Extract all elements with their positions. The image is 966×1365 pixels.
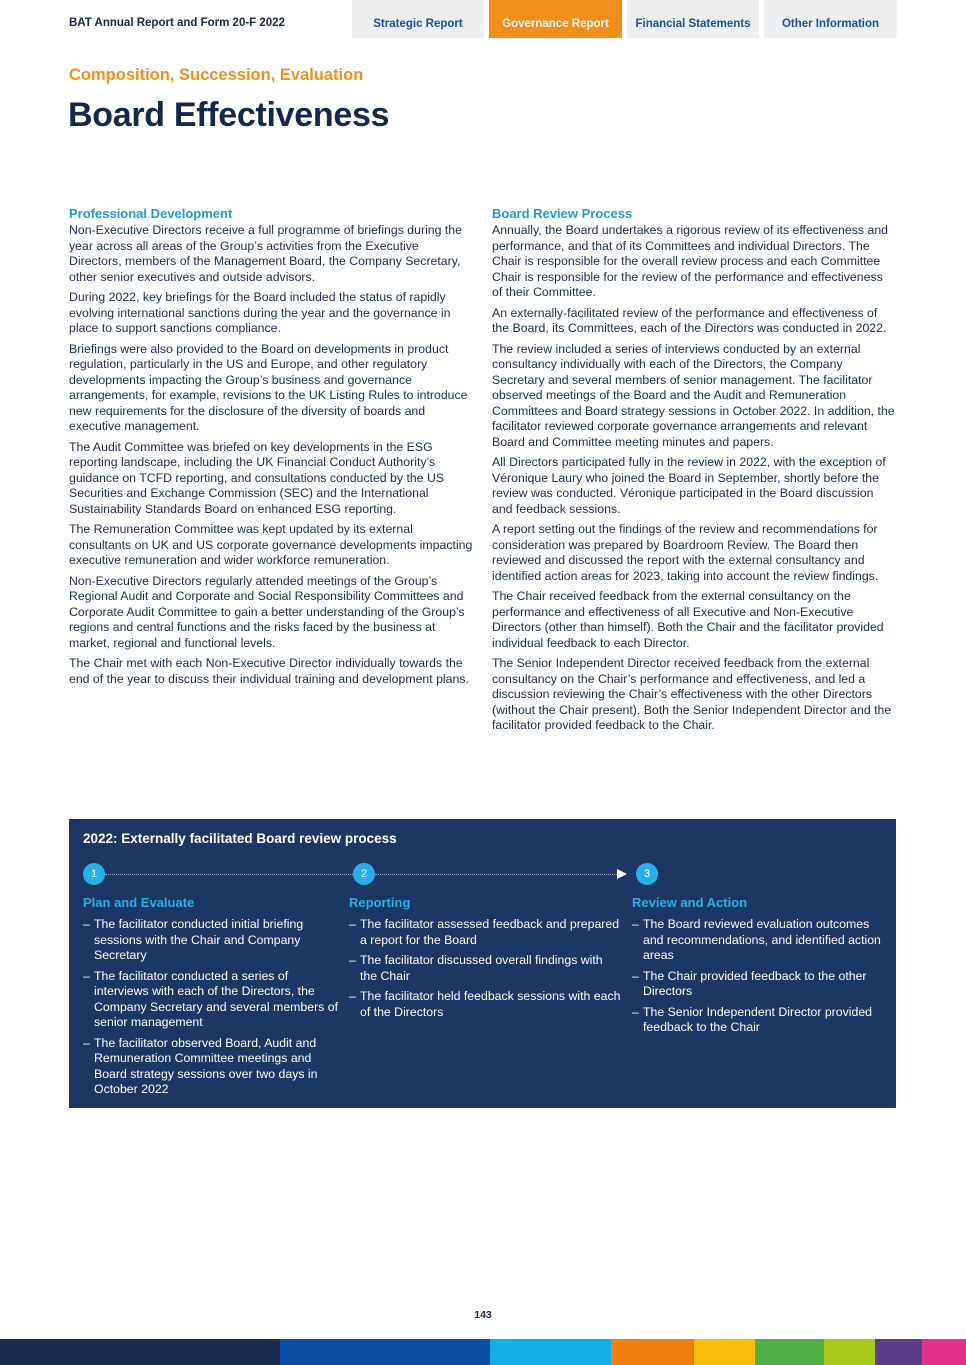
step-heading: Review and Action [632,895,748,910]
dash-bullet: – [83,917,90,931]
paragraph: All Directors participated fully in the review in 2022, with the exception of Véronique Laury who joined the Board in September, shortly before the review was conducted. Véronique participated in the Board discussion and feedback sessions. [492,455,886,516]
list-item: – The facilitator observed Board, Audit and Remuneration Committee meetings and Board strategy sessions over two days in October 2022 [83,1035,318,1096]
dash-bullet: – [349,989,356,1003]
tab-financial-statements[interactable]: Financial Statements [627,0,759,38]
timeline-connector [375,874,617,875]
step-review-and-action [632,895,884,1041]
footer-segment [922,1339,966,1365]
step-reporting [349,895,621,1025]
footer-segment [611,1339,694,1365]
list-item: – The Chair provided feedback to the other Directors [632,968,867,998]
paragraph: Non-Executive Directors receive a full programme of briefings during the year across all areas of the Group’s activities from the Executive Directors, members of the Management Board, the Company Secretary, other senior executives and outside advisors. [69,223,462,284]
list-item: – The Senior Independent Director provided feedback to the Chair [632,1004,872,1034]
paragraph: Annually, the Board undertakes a rigorous review of its effectiveness and performance, and that of its Committees and individual Directors. The Chair is responsible for the overall review process and each Committee Chair is responsible for the review of the performance and effectiveness of their Committee. [492,223,889,299]
tab-other-information[interactable]: Other Information [764,0,897,38]
list-item: – The facilitator assessed feedback and prepared a report for the Board [349,917,620,947]
dash-bullet: – [632,917,639,931]
paragraph: The review included a series of interviews conducted by an external consultancy individually with each of the Directors, the Company Secretary and several members of senior management. The facilitator observed meetings of the Board and the Audit and Remuneration Committees and Board strategy sessions in October 2022. In addition, the facilitator reviewed corporate governance arrangements and relevant Board and Committee meeting minutes and papers. [492,341,895,449]
timeline-connector [105,874,353,875]
list-item: – The facilitator held feedback sessions with each of the Directors [349,989,621,1019]
dash-bullet: – [349,953,356,967]
paragraph: Briefings were also provided to the Board on developments in product regulation, particularly in the US and Europe, and other regulatory developments impacting the Group’s business and governance arrangements, for example, revisions to the UK Listing Rules to introduce new requirements for the disclosure of the diversity of boards and executive management. [69,341,468,433]
step-plan-and-evaluate [83,895,343,1103]
paragraph: A report setting out the findings of the review and recommendations for consideration was prepared by Boardroom Review. The Board then reviewed and discussed the report with the external consultancy and identified action areas for 2023, taking into account the review findings. [492,522,879,583]
review-process-panel [69,819,896,1108]
footer-segment [694,1339,755,1365]
step-list [632,917,884,1036]
column-heading: Board Review Process [492,206,633,221]
footer-segment [824,1339,875,1365]
dash-bullet: – [632,968,639,983]
professional-development-column [69,205,473,692]
paragraph: The Remuneration Committee was kept updated by its external consultants on UK and US corporate governance developments impacting executive remuneration and wider workforce remuneration. [69,522,473,567]
page-number: 143 [474,1309,492,1321]
section-kicker: Composition, Succession, Evaluation [69,66,364,84]
step-1-marker: 1 [83,863,105,885]
step-heading: Reporting [349,895,411,910]
dash-bullet: – [349,917,356,931]
panel-title: 2022: Externally facilitated Board review process [83,831,397,846]
dash-bullet: – [632,1004,639,1019]
arrow-right-icon [617,869,627,879]
footer-segment [490,1339,611,1365]
paragraph: The Chair met with each Non-Executive Director individually towards the end of the year to discuss their individual training and development plans. [69,656,469,686]
footer-segment [280,1339,490,1365]
step-heading: Plan and Evaluate [83,895,195,910]
paragraph: During 2022, key briefings for the Board included the status of rapidly evolving international sanctions during the year and the governance in place to support sanctions compliance. [69,290,451,335]
footer-segment [755,1339,824,1365]
page-title: Board Effectiveness [68,96,390,134]
paragraph: The Chair received feedback from the external consultancy on the performance and effectiveness of all Executive and Non-Executive Directors (other than himself). Both the Chair and the facilitator provided individual feedback to each Director. [492,589,884,650]
paragraph: The Audit Committee was briefed on key developments in the ESG reporting landscape, including the UK Financial Conduct Authority’s guidance on TCFD reporting, and consultations conducted by the US Securities and Exchange Commission (SEC) and the International Sustainability Standards Board on enhanced ESG reporting. [69,439,445,516]
step-list [349,917,621,1020]
board-review-process-column [492,205,896,739]
column-heading: Professional Development [69,206,233,221]
list-item: – The facilitator discussed overall findings with the Chair [349,953,603,983]
tab-strategic-report[interactable]: Strategic Report [352,0,484,38]
step-2-marker: 2 [353,863,375,885]
list-item: – The facilitator conducted initial briefing sessions with the Chair and Company Secretary [83,917,304,962]
paragraph: The Senior Independent Director received feedback from the external consultancy on the Chair’s performance and effectiveness, and led a discussion reviewing the Chair’s effectiveness with the other Directors (without the Chair present). Both the Senior Independent Director and the facilitator provided feedback to the Chair. [492,656,892,732]
list-item: – The Board reviewed evaluation outcomes and recommendations, and identified action areas [632,917,881,962]
footer-segment [0,1339,280,1365]
report-title: BAT Annual Report and Form 20-F 2022 [69,17,285,29]
dash-bullet: – [83,968,90,983]
tab-governance-report[interactable]: Governance Report [489,0,622,38]
footer-segment [875,1339,922,1365]
paragraph: An externally-facilitated review of the performance and effectiveness of the Board, its Committees, each of the Directors was conducted in 2022. [492,305,887,335]
step-3-marker: 3 [636,863,658,885]
list-item: – The facilitator conducted a series of interviews with each of the Directors, the Company Secretary and several members of senior management [83,968,338,1029]
footer-color-bar [0,1339,966,1365]
dash-bullet: – [83,1035,90,1050]
step-list [83,917,343,1098]
paragraph: Non-Executive Directors regularly attended meetings of the Group’s Regional Audit and Corporate and Social Responsibility Committees and Corporate Audit Committee to gain a better understanding of the Group’s regions and central functions and the risks faced by the business at market, regional and functional levels. [69,573,465,650]
